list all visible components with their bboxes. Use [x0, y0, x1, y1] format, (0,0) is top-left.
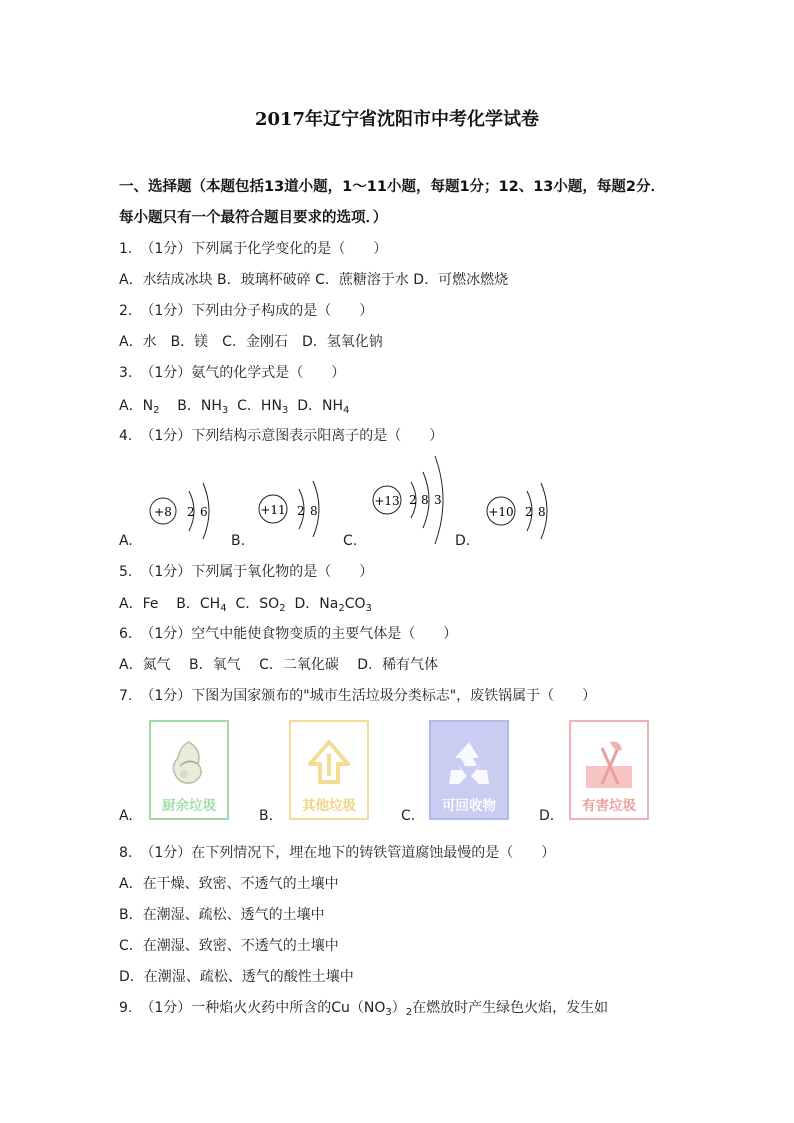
question-7-stem: [119, 685, 596, 705]
stem-text: （1分）氨气的化学式是（ ）: [140, 365, 346, 381]
option-b: B．$CH_4$: [176, 596, 227, 614]
question-number: 1.: [119, 241, 133, 257]
nucleus-charge: +8: [154, 505, 172, 519]
question-2-stem: [119, 300, 373, 320]
question-number: 3.: [119, 365, 133, 381]
question-6-options: A．氮气 B．氧气 C．二氧化碳 D．稀有气体: [119, 657, 439, 673]
question-6-stem: [119, 623, 457, 643]
bin-caption: 其他垃圾: [302, 798, 356, 814]
section-heading: 一、选择题（本题包括13道小题，1～11小题，每题1分；12、13小题，每题2分．每小题只有一个最符合题目要求的选项．）: [119, 179, 665, 226]
bin-caption: 有害垃圾: [582, 798, 636, 814]
shell-electrons: 2: [409, 493, 417, 507]
stem-text: （1分）空气中能使食物变质的主要气体是（ ）: [140, 626, 458, 642]
option-a: A．$N_2$: [119, 398, 160, 416]
option-d: D．$NH_4$: [297, 398, 350, 416]
option-a-label: A.: [119, 533, 133, 549]
question-5-stem: [119, 561, 373, 581]
shell-electrons: 8: [538, 505, 546, 519]
atom-diagrams: [119, 455, 679, 555]
garbage-bin-icons: [119, 716, 679, 831]
stem-text: （1分）下列由分子构成的是（ ）: [140, 303, 374, 319]
question-8-option-c: C．在潮湿、致密、不透气的土壤中: [119, 938, 339, 954]
shell-electrons: 3: [434, 493, 442, 507]
kitchen-waste-sign: [149, 720, 229, 820]
question-number: 7.: [119, 688, 133, 704]
option-d-label: D.: [539, 808, 555, 824]
option-b: B．$NH_3$: [177, 398, 229, 416]
option-d-label: D.: [455, 533, 471, 549]
shell-electrons: 2: [297, 504, 305, 518]
question-8-option-b: B．在潮湿、疏松、透气的土壤中: [119, 907, 325, 923]
question-3-options: [119, 395, 349, 416]
option-a: A．Fe: [119, 596, 159, 612]
question-number: 6.: [119, 626, 133, 642]
question-3-stem: [119, 362, 345, 382]
other-waste-icon: [302, 736, 356, 790]
recyclable-sign: [429, 720, 509, 820]
shell-electrons: 6: [200, 505, 208, 519]
question-number: 5.: [119, 564, 133, 580]
shell-electrons: 2: [525, 505, 533, 519]
hazardous-icon: [582, 736, 636, 790]
question-2-options: A．水 B．镁 C．金刚石 D．氢氧化钠: [119, 334, 383, 350]
question-number: 8.: [119, 845, 133, 861]
option-b-label: B.: [231, 533, 246, 549]
question-1-options: A．水结成冰块 B．玻璃杯破碎 C．蔗糖溶于水 D．可燃冰燃烧: [119, 272, 509, 288]
stem-text: （1分）下图为国家颁布的"城市生活垃圾分类标志"，废铁锅属于（ ）: [140, 688, 597, 704]
question-9-stem: 9. （1分）一种焰火火药中所含的$Cu(NO_3)_2$在燃放时产生绿色火焰，发生如: [119, 1000, 609, 1018]
option-a-label: A.: [119, 808, 133, 824]
question-number: 4.: [119, 428, 133, 444]
shell-electrons: 8: [421, 493, 429, 507]
question-1-stem: [119, 238, 387, 258]
option-d: D．$Na_2CO_3$: [294, 596, 372, 614]
bin-caption: 可回收物: [442, 798, 496, 814]
question-8-option-a: A．在干燥、致密、不透气的土壤中: [119, 876, 339, 892]
recycle-icon: [441, 736, 497, 792]
shell-electrons: 8: [310, 504, 318, 518]
question-number: 9.: [119, 1000, 133, 1016]
option-b-label: B.: [259, 808, 274, 824]
food-waste-icon: [162, 736, 216, 790]
option-c-label: C.: [343, 533, 358, 549]
stem-text: （1分）在下列情况下，埋在地下的铸铁管道腐蚀最慢的是（ ）: [140, 845, 556, 861]
option-c: C．$SO_2$: [235, 596, 286, 614]
question-5-options: [119, 593, 372, 614]
option-c: C．$HN_3$: [237, 398, 289, 416]
nucleus-charge: +11: [260, 503, 286, 517]
bin-caption: 厨余垃圾: [162, 798, 216, 814]
page-title: 2017年辽宁省沈阳市中考化学试卷: [254, 109, 540, 130]
atom-diagram-a: [145, 455, 245, 549]
other-waste-sign: [289, 720, 369, 820]
hazardous-waste-sign: [569, 720, 649, 820]
stem-text: （1分）下列结构示意图表示阳离子的是（ ）: [140, 428, 444, 444]
question-8-stem: [119, 842, 555, 862]
stem-text: （1分）下列属于氧化物的是（ ）: [140, 564, 374, 580]
stem-text: （1分）下列属于化学变化的是（ ）: [140, 241, 388, 257]
atom-diagram-b: [255, 455, 358, 549]
nucleus-charge: +13: [374, 494, 400, 508]
stem-text: （1分）一种焰火火药中所含的Cu（NO: [140, 1000, 386, 1016]
question-4-stem: [119, 425, 443, 445]
question-number: 2.: [119, 303, 133, 319]
nucleus-charge: +10: [488, 505, 514, 519]
atom-diagram-d: [483, 455, 583, 549]
shell-electrons: 2: [187, 505, 195, 519]
option-c-label: C.: [401, 808, 416, 824]
question-8-option-d: D．在潮湿、疏松、透气的酸性土壤中: [119, 969, 354, 985]
